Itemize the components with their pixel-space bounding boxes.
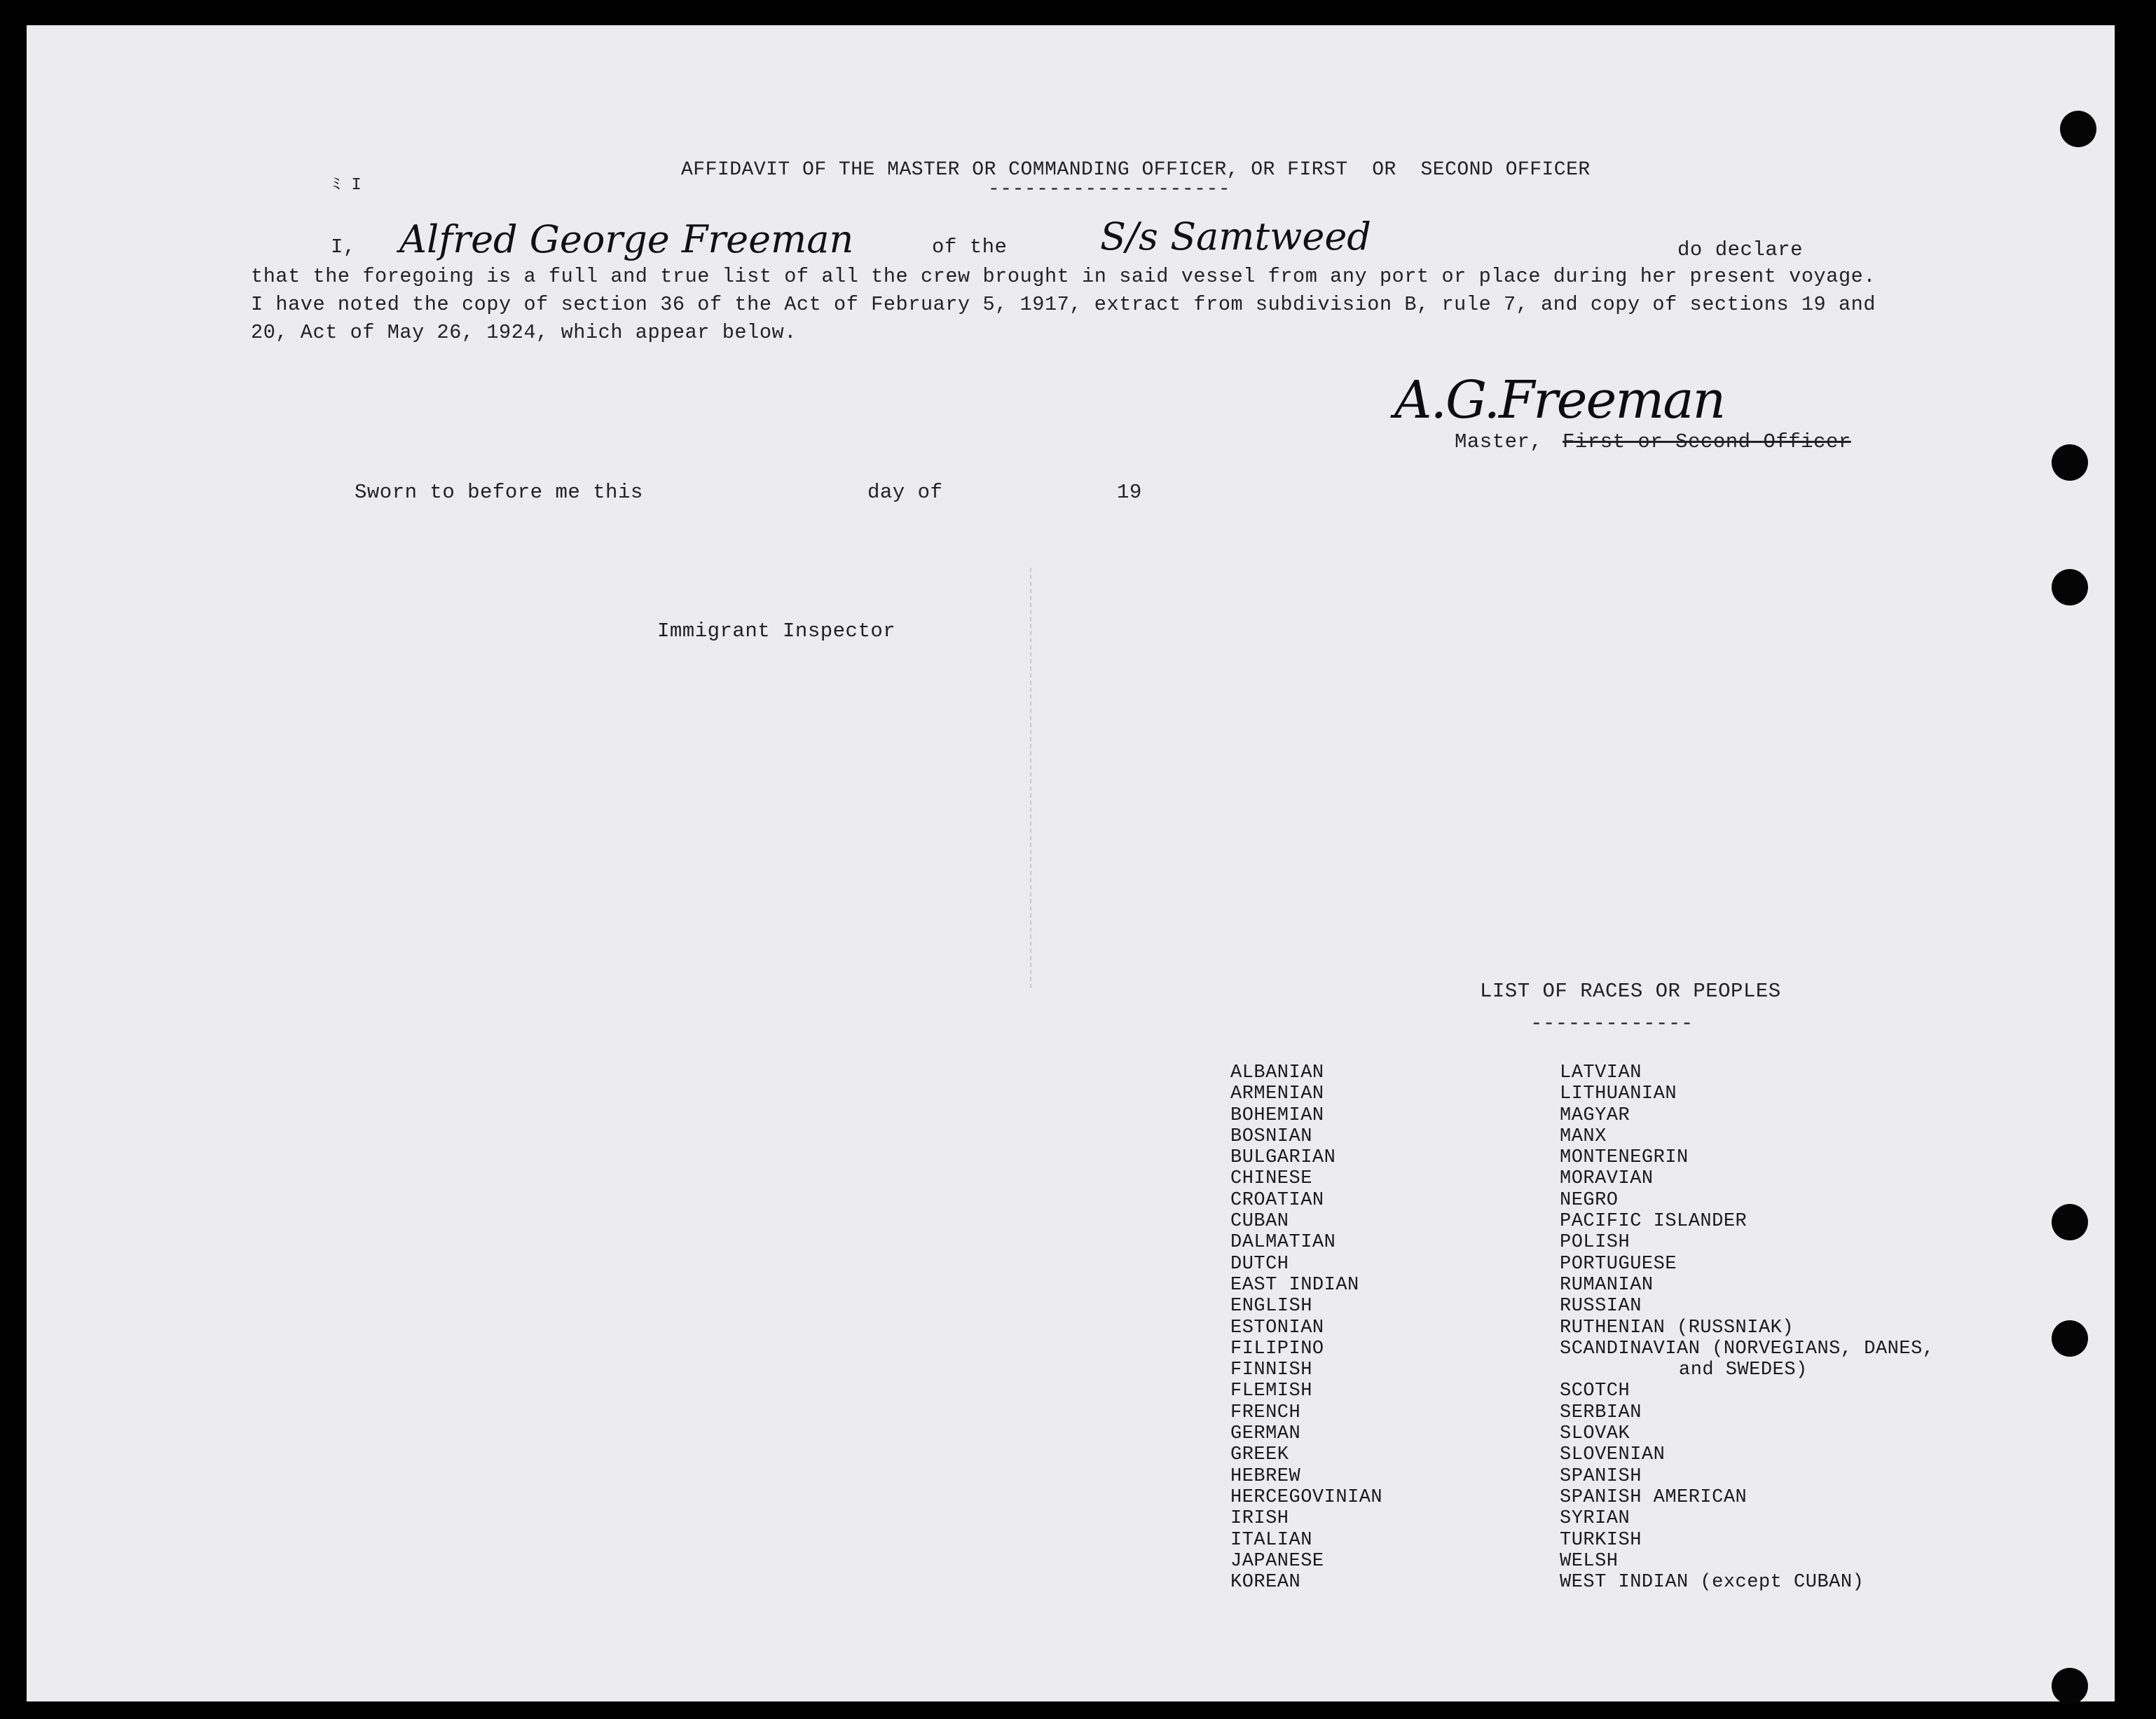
binder-hole bbox=[2052, 1668, 2088, 1704]
race-list-item: HEBREW bbox=[1230, 1465, 1301, 1487]
race-list-item: MAGYAR bbox=[1560, 1104, 1630, 1126]
race-list-item: FRENCH bbox=[1230, 1402, 1301, 1423]
race-list-item: LITHUANIAN bbox=[1560, 1083, 1677, 1105]
race-list-item: PACIFIC ISLANDER bbox=[1560, 1211, 1748, 1233]
race-list-item: ENGLISH bbox=[1230, 1296, 1312, 1317]
binder-hole bbox=[2052, 1320, 2088, 1357]
races-heading: LIST OF RACES OR PEOPLES bbox=[1480, 980, 1781, 1003]
race-list-item: ARMENIAN bbox=[1230, 1083, 1324, 1105]
race-list-item: PORTUGUESE bbox=[1560, 1253, 1677, 1275]
race-list-item: KOREAN bbox=[1230, 1572, 1301, 1594]
sworn-prefix: Sworn to before me this bbox=[355, 481, 643, 504]
affidavit-title: AFFIDAVIT OF THE MASTER OR COMMANDING OFFICER, OR FIRST OR SECOND OFFICER bbox=[681, 159, 1591, 181]
race-list-item: FINNISH bbox=[1230, 1360, 1312, 1381]
race-list-item: LATVIAN bbox=[1560, 1062, 1642, 1083]
declaration-of-the: of the bbox=[932, 235, 1008, 259]
race-list-item: SPANISH bbox=[1560, 1465, 1642, 1487]
race-list-item: ALBANIAN bbox=[1230, 1062, 1324, 1083]
race-list-item: RUTHENIAN (RUSSNIAK) bbox=[1560, 1317, 1794, 1338]
race-list-item: IRISH bbox=[1230, 1508, 1289, 1530]
binder-hole bbox=[2052, 1204, 2088, 1240]
race-list-item: POLISH bbox=[1560, 1232, 1630, 1254]
declaration-suffix: do declare bbox=[1677, 238, 1804, 261]
declaration-body-line: I have noted the copy of section 36 of the Act of February 5, 1917, extract from subdivision B, rule 7, and copy of sections 19 and bbox=[251, 293, 1876, 316]
immigrant-inspector-label: Immigrant Inspector bbox=[657, 619, 896, 643]
page-mark: ﾐ I bbox=[332, 176, 362, 195]
affidavit-title-underline: -------------------- bbox=[988, 179, 1231, 200]
race-list-item: NEGRO bbox=[1560, 1189, 1619, 1211]
race-list-item: HERCEGOVINIAN bbox=[1230, 1486, 1383, 1508]
race-list-item: GERMAN bbox=[1230, 1423, 1301, 1445]
binder-hole bbox=[2060, 111, 2096, 147]
race-list-item: CUBAN bbox=[1230, 1211, 1289, 1233]
race-list-item: CHINESE bbox=[1230, 1168, 1312, 1190]
race-list-item: RUSSIAN bbox=[1560, 1296, 1642, 1317]
race-list-item: and SWEDES) bbox=[1679, 1360, 1808, 1381]
declaration-prefix: I, bbox=[331, 235, 356, 259]
race-list-item: SCANDINAVIAN (NORVEGIANS, DANES, bbox=[1560, 1338, 1935, 1360]
race-list-item: ITALIAN bbox=[1230, 1529, 1312, 1551]
race-list-item: ESTONIAN bbox=[1230, 1317, 1324, 1338]
binder-hole bbox=[2052, 444, 2088, 481]
race-list-item: MORAVIAN bbox=[1560, 1168, 1654, 1190]
race-list-item: FLEMISH bbox=[1230, 1381, 1312, 1402]
master-name-handwritten: Alfred George Freeman bbox=[399, 217, 854, 261]
binder-hole bbox=[2052, 569, 2088, 605]
race-list-item: BULGARIAN bbox=[1230, 1147, 1336, 1169]
master-signature: A.G.Freeman bbox=[1394, 370, 1725, 430]
race-list-item: BOHEMIAN bbox=[1230, 1104, 1324, 1126]
races-column-left bbox=[1230, 1062, 1382, 1593]
race-list-item: MONTENEGRIN bbox=[1560, 1147, 1689, 1169]
race-list-item: SPANISH AMERICAN bbox=[1560, 1486, 1748, 1508]
race-list-item: TURKISH bbox=[1560, 1529, 1642, 1551]
races-column-right bbox=[1560, 1062, 1934, 1593]
race-list-item: MANX bbox=[1560, 1125, 1607, 1147]
race-list-item: WELSH bbox=[1560, 1550, 1619, 1572]
vessel-name-handwritten: S/s Samtweed bbox=[1100, 214, 1371, 259]
sworn-day: day of bbox=[867, 481, 943, 504]
race-list-item: BOSNIAN bbox=[1230, 1125, 1312, 1147]
declaration-body-line: 20, Act of May 26, 1924, which appear below. bbox=[251, 321, 797, 344]
race-list-item: SLOVENIAN bbox=[1560, 1444, 1666, 1466]
races-heading-underline: ------------- bbox=[1530, 1012, 1694, 1035]
page-fold-line bbox=[1030, 568, 1031, 988]
race-list-item: SERBIAN bbox=[1560, 1402, 1642, 1423]
sworn-year: 19 bbox=[1117, 481, 1142, 504]
race-list-item: WEST INDIAN (except CUBAN) bbox=[1560, 1572, 1865, 1594]
race-list-item: FILIPINO bbox=[1230, 1338, 1324, 1360]
race-list-item: JAPANESE bbox=[1230, 1550, 1324, 1572]
race-list-item: SYRIAN bbox=[1560, 1508, 1630, 1530]
race-list-item: CROATIAN bbox=[1230, 1189, 1324, 1211]
race-list-item: SLOVAK bbox=[1560, 1423, 1630, 1445]
race-list-item: SCOTCH bbox=[1560, 1381, 1630, 1402]
signature-title-struck: First or Second Officer bbox=[1563, 430, 1851, 453]
declaration-body-line: that the foregoing is a full and true list of all the crew brought in said vessel from any port or place during her present voyage. bbox=[251, 265, 1876, 288]
race-list-item: GREEK bbox=[1230, 1444, 1289, 1466]
signature-title-master: Master, bbox=[1455, 430, 1543, 453]
race-list-item: EAST INDIAN bbox=[1230, 1274, 1359, 1296]
race-list-item: RUMANIAN bbox=[1560, 1274, 1654, 1296]
race-list-item: DALMATIAN bbox=[1230, 1232, 1336, 1254]
race-list-item: DUTCH bbox=[1230, 1253, 1289, 1275]
